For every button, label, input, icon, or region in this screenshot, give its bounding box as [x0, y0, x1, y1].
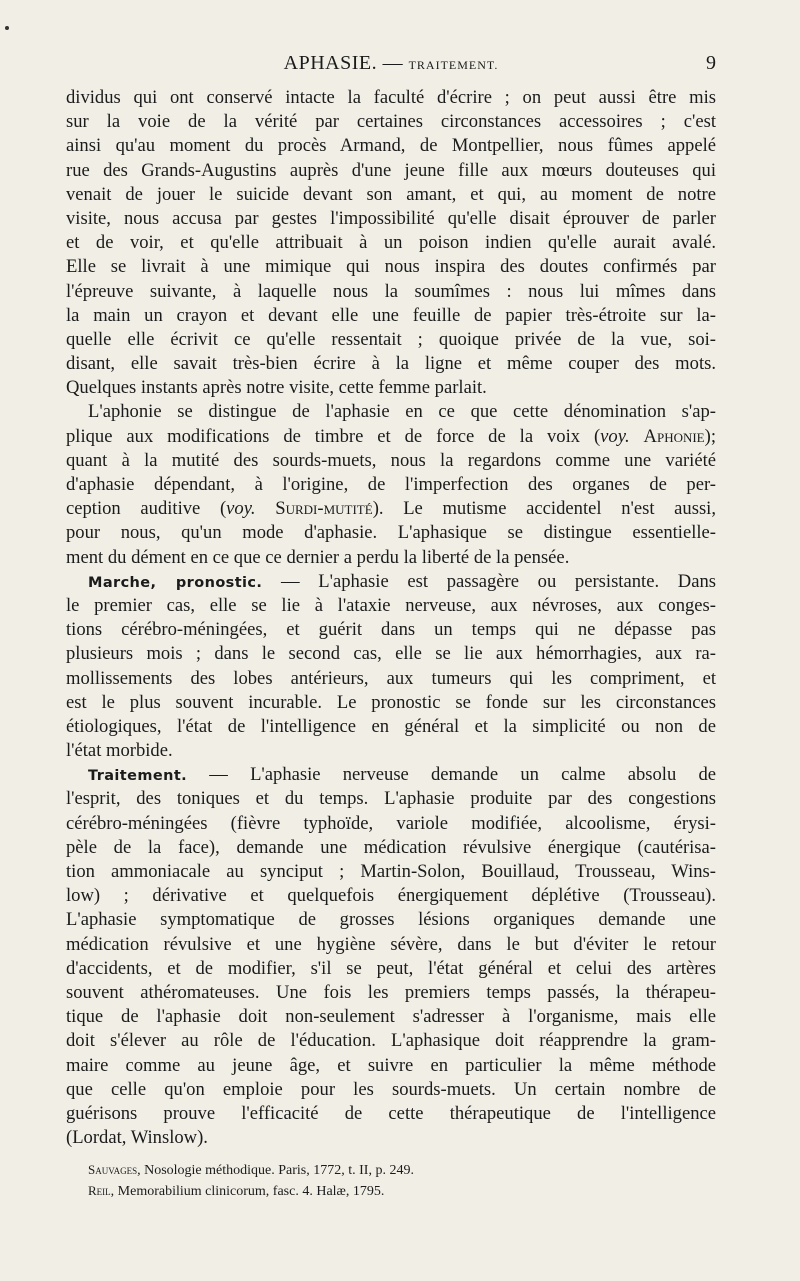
paragraph-continuation	[66, 86, 716, 400]
text-line: doit s'élever au rôle de l'éducation. L'aphasique doit réapprendre la gram-	[66, 1030, 716, 1052]
text-line: tion ammoniacale au synciput ; Martin-Solon, Bouillaud, Trousseau, Wins-	[66, 861, 716, 882]
footnote	[88, 1160, 688, 1181]
body-text	[66, 86, 716, 1150]
cross-reference-surdi-mutite: Surdi-mutité	[275, 498, 373, 520]
text-line: et de voir, et qu'elle attribuait à un poison indien qu'elle aurait avalé.	[66, 232, 716, 254]
text-line: d'aphasie dépendant, à l'origine, de l'imperfection des organes de per-	[66, 474, 716, 495]
text-line: Quelques instants après notre visite, cette femme parlait.	[66, 377, 487, 399]
text-line: le premier cas, elle se lie à l'ataxie nerveuse, aux névroses, aux conges-	[66, 594, 716, 616]
text-fragment: plique aux modifications de timbre et de force de la voix (	[66, 425, 601, 447]
voy-reference: voy.	[226, 498, 256, 520]
text-line: low) ; dérivative et quelquefois énergiquement déplétive (Trousseau).	[66, 885, 716, 907]
header-dash: —	[382, 52, 404, 74]
footnotes	[88, 1160, 688, 1202]
text-line: quelle elle écrivit ce qu'elle ressentait ; quoique privée de la vue, soi-	[66, 328, 716, 350]
header-main-title: APHASIE.	[283, 52, 378, 74]
voy-reference: voy.	[600, 425, 630, 447]
text-line: disant, elle savait très-bien écrire à la ligne et même couper des mots.	[66, 353, 716, 375]
text-line: médication révulsive et une hygiène sévère, dans le but d'éviter le retour	[66, 933, 716, 955]
text-line: guérisons prouve l'efficacité de cette thérapeutique de l'intelligence	[66, 1102, 716, 1124]
margin-mark	[5, 26, 9, 30]
text-line: L'aphasie symptomatique de grosses lésions organiques demande une	[66, 909, 716, 931]
section-marche-pronostic	[66, 570, 716, 764]
text-line: ainsi qu'au moment du procès Armand, de Montpellier, nous fûmes appelé	[66, 135, 716, 157]
text-fragment: ). Le mutisme accidentel n'est aussi,	[372, 498, 716, 520]
text-fragment: ception auditive (	[66, 498, 227, 520]
section-traitement	[66, 763, 716, 1150]
page-number: 9	[706, 52, 716, 74]
footnote	[88, 1181, 688, 1202]
text-line: tique de l'aphasie doit non-seulement s'adresser à l'organisme, mais elle	[66, 1006, 716, 1028]
text-line: sur la voie de la vérité par certaines circonstances accessoires ; c'est	[66, 111, 716, 133]
text-line: est le plus souvent incurable. Le pronostic se fonde sur les circonstances	[66, 691, 716, 713]
running-header	[66, 52, 716, 78]
cross-reference-aphonie: Aphonie	[643, 425, 705, 447]
text-line: quant à la mutité des sourds-muets, nous la regardons comme une variété	[66, 449, 716, 471]
text-line	[66, 497, 716, 521]
header-title	[66, 52, 716, 75]
text-fragment: — L'aphasie nerveuse demande un calme absolu de	[187, 764, 716, 786]
text-line	[66, 425, 716, 449]
text-fragment: — L'aphasie est passagère ou persistante. Dans	[262, 570, 716, 592]
text-line: tions cérébro-méningées, et guérit dans un temps qui ne dépasse pas	[66, 619, 716, 641]
header-subtitle: TRAITEMENT.	[408, 58, 499, 72]
text-fragment: );	[704, 425, 716, 447]
text-line: l'état morbide.	[66, 740, 173, 762]
text-line: L'aphonie se distingue de l'aphasie en ce que cette dénomination s'ap-	[88, 401, 716, 423]
text-line: la main un crayon et devant elle une feuille de papier très-étroite sur la-	[66, 304, 716, 326]
paragraph-aphonie	[66, 400, 716, 569]
text-line	[66, 570, 716, 594]
text-line: visite, nous accusa par gestes l'impossibilité qu'elle disait éprouver de parler	[66, 207, 716, 229]
section-heading-traitement: Traitement.	[88, 768, 188, 785]
text-line: cérébro-méningées (fièvre typhoïde, variole modifiée, alcoolisme, érysi-	[66, 812, 716, 834]
text-line: souvent athéromateuses. Une fois les premiers temps passés, la thérapeu-	[66, 981, 716, 1003]
text-line: pour nous, qu'un mode d'aphasie. L'aphasique se distingue essentielle-	[66, 522, 716, 544]
text-line: ment du dément en ce que ce dernier a perdu la liberté de la pensée.	[66, 546, 570, 568]
section-heading-marche-pronostic: Marche, pronostic.	[88, 574, 263, 591]
text-line: pèle de la face), demande une médication révulsive énergique (cautérisa-	[66, 836, 716, 858]
text-line: l'épreuve suivante, à laquelle nous la soumîmes : nous lui mîmes dans	[66, 280, 716, 302]
text-line: rue des Grands-Augustins auprès d'une jeune fille aux mœurs douteuses qui	[66, 159, 716, 181]
text-line: venait de jouer le suicide devant son amant, et qui, au moment de notre	[66, 183, 716, 205]
text-line: Elle se livrait à une mimique qui nous inspira des doutes confirmés par	[66, 256, 716, 278]
footnote-text: , Nosologie méthodique. Paris, 1772, t. II, p. 249.	[137, 1163, 414, 1178]
text-line: (Lordat, Winslow).	[66, 1127, 208, 1149]
text-line: l'esprit, des toniques et du temps. L'aphasie produite par des congestions	[66, 788, 716, 810]
text-line: étiologiques, l'état de l'intelligence en général et la simplicité ou non de	[66, 715, 716, 737]
text-line: d'accidents, et de modifier, s'il se peut, l'état général et celui des artères	[66, 957, 716, 979]
text-line: mollissements des lobes antérieurs, aux tumeurs qui les compriment, et	[66, 667, 716, 689]
footnote-author: Sauvages	[88, 1162, 138, 1177]
text-line: que celle qu'on emploie pour les sourds-muets. Un certain nombre de	[66, 1078, 716, 1100]
footnote-author: Reil	[88, 1183, 111, 1198]
text-line	[66, 763, 716, 787]
text-line: dividus qui ont conservé intacte la faculté d'écrire ; on peut aussi être mis	[66, 87, 716, 108]
footnote-text: , Memorabilium clinicorum, fasc. 4. Halæ, 1795.	[110, 1184, 385, 1199]
text-line: plusieurs mois ; dans le second cas, elle se lie aux hémorrhagies, aux ra-	[66, 643, 716, 665]
text-line: maire comme au jeune âge, et suivre en particulier la même méthode	[66, 1054, 716, 1076]
